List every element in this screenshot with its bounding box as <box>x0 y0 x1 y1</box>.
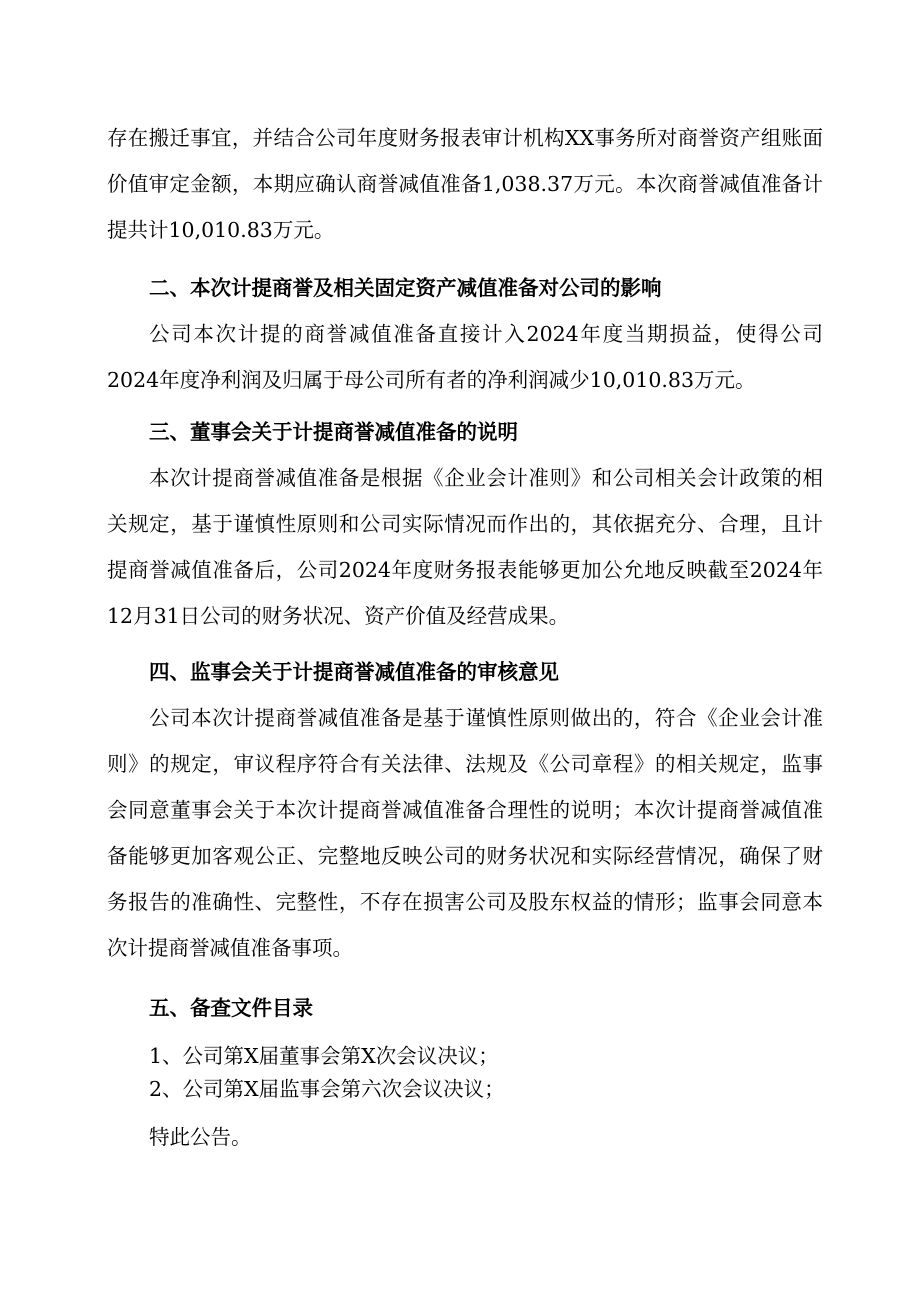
section-body-4: 公司本次计提商誉减值准备是基于谨慎性原则做出的，符合《企业会计准则》的规定，审议程序符合有关法律、法规及《公司章程》的相关规定，监事会同意董事会关于本次计提商誉减值准备合理性的说明；本次计提商誉减值准备能够更加客观公正、完整地反映公司的财务状况和实际经营情况，确保了财务报告的准确性、完整性，不存在损害公司及股东权益的情形；监事会同意本次计提商誉减值准备事项。 <box>107 706 823 960</box>
section-body-2: 公司本次计提的商誉减值准备直接计入2024年度当期损益，使得公司2024年度净利润及归属于母公司所有者的净利润减少10,010.83万元。 <box>107 322 823 392</box>
closing-text: 特此公告。 <box>149 1125 252 1149</box>
section-heading-3: 三、董事会关于计提商誉减值准备的说明 <box>149 420 518 444</box>
section-body-3: 本次计提商誉减值准备是根据《企业会计准则》和公司相关会计政策的相关规定，基于谨慎性原则和公司实际情况而作出的，其依据充分、合理，且计提商誉减值准备后，公司2024年度财务报表能够更加公允地反映截至2024年12月31日公司的财务状况、资产价值及经营成果。 <box>107 466 823 628</box>
section-heading-4: 四、监事会关于计提商誉减值准备的审核意见 <box>149 660 559 684</box>
reference-item-1: 1、公司第X届董事会第X次会议决议； <box>149 1044 499 1068</box>
reference-item-2: 2、公司第X届监事会第六次会议决议； <box>149 1077 505 1101</box>
intro-paragraph: 存在搬迁事宜，并结合公司年度财务报表审计机构XX事务所对商誉资产组账面价值审定金额，本期应确认商誉减值准备1,038.37万元。本次商誉减值准备计提共计10,010.83万元。 <box>107 126 823 242</box>
section-heading-2: 二、本次计提商誉及相关固定资产减值准备对公司的影响 <box>149 276 662 300</box>
section-heading-5: 五、备查文件目录 <box>149 996 313 1020</box>
